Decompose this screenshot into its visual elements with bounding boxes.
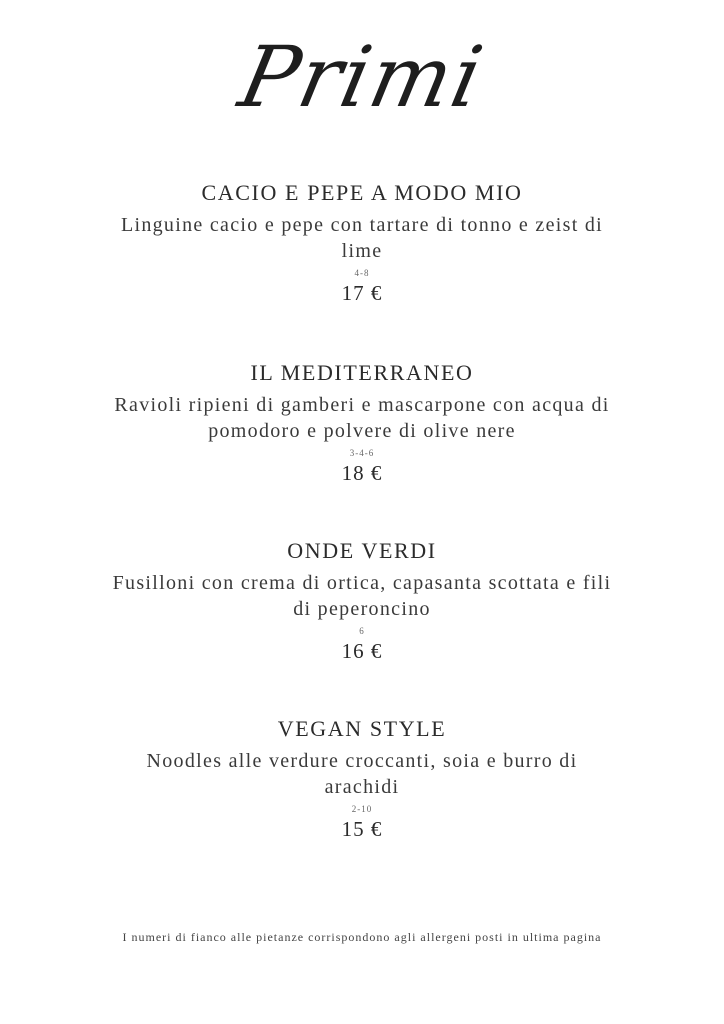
dish-allergens: 2-10 <box>351 804 373 814</box>
menu-item <box>0 180 724 306</box>
dish-name: CACIO E PEPE A MODO MIO <box>201 180 523 205</box>
dish-allergens: 3-4-6 <box>349 448 375 458</box>
dish-name: IL MEDITERRANEO <box>250 360 474 385</box>
page-title: Primi <box>231 28 493 126</box>
dish-description: Ravioli ripieni di gamberi e mascarpone con acqua di pomodoro e polvere di olive nere <box>114 394 610 442</box>
menu-item <box>0 716 724 842</box>
dish-description: Noodles alle verdure croccanti, soia e burro di arachidi <box>146 750 578 798</box>
dish-price: 18 € <box>341 461 383 485</box>
menu-item <box>0 538 724 664</box>
dish-name: ONDE VERDI <box>287 538 437 563</box>
dish-allergens: 6 <box>359 626 365 636</box>
menu-item <box>0 360 724 486</box>
dish-allergens: 4-8 <box>354 268 370 278</box>
dish-name: VEGAN STYLE <box>277 716 447 741</box>
allergen-footnote: I numeri di fianco alle pietanze corrispondono agli allergeni posti in ultima pagina <box>122 930 602 944</box>
dish-price: 16 € <box>341 639 383 663</box>
dish-price: 17 € <box>341 281 383 305</box>
dish-description: Fusilloni con crema di ortica, capasanta scottata e fili di peperoncino <box>112 572 612 620</box>
dish-price: 15 € <box>341 817 383 841</box>
dish-description: Linguine cacio e pepe con tartare di tonno e zeist di lime <box>120 214 604 262</box>
